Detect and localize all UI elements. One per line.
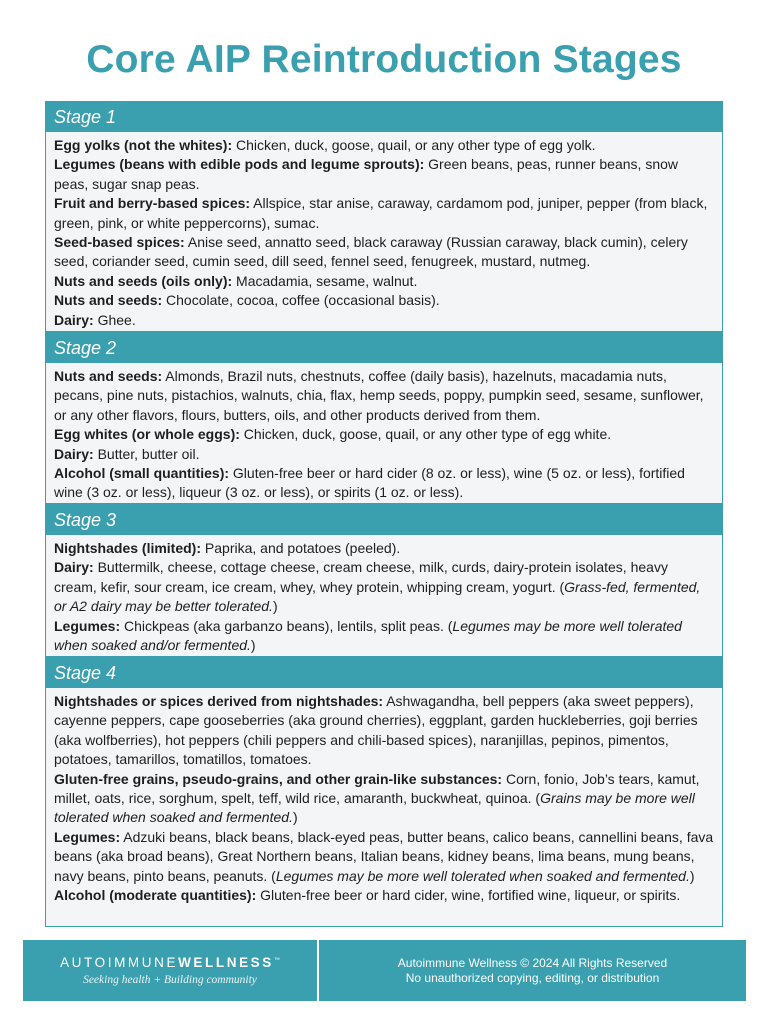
entry-note: Grass-fed, fermented, or A2 dairy may be better tolerated. [54,578,701,615]
stage-2-section [45,332,723,504]
entry-text: Chickpeas (aka garbanzo beans), lentils, split peas. ( [120,617,453,634]
stage-body [46,363,722,503]
trademark-mark: ™ [273,957,280,964]
entry-text: Butter, butter oil. [93,445,200,462]
entry-text: Almonds, Brazil nuts, chestnuts, coffee (daily basis), hazelnuts, macadamia nuts, pecans, pine nuts, pistachios, walnuts, chia, flax, hemp seeds, poppy, pumpkin seed, sesame, sunflower, or any other flavors, flours, butters, oils, and other products derived from them. [54,368,704,423]
entry-note: Grains may be more well tolerated when soaked and fermented. [54,790,695,826]
entry-heading: Legumes: [54,617,121,634]
entry-text: Chocolate, cocoa, coffee (occasional basis). [162,292,440,309]
entry-heading: Legumes (beans with edible pods and legume sprouts): [54,156,425,173]
food-entry [54,367,714,425]
entry-text: Buttermilk, cheese, cottage cheese, cream cheese, milk, curds, dairy-protein isolates, heavy cream, kefir, sour cream, ice cream, whey, whey protein, whipping cream, yogurt. ( [54,559,668,595]
food-entry [54,464,714,503]
entry-text: Macadamia, sesame, walnut. [232,272,418,289]
food-entry [54,136,714,155]
entry-text: Chicken, duck, goose, quail, or any other type of egg white. [239,426,612,443]
brand-logo [60,955,280,970]
food-entry [54,194,714,233]
food-entry [54,233,714,272]
entry-note-close: ) [292,809,298,826]
entry-text: Green beans, peas, runner beans, snow peas, sugar snap peas. [54,156,678,192]
entry-heading: Nuts and seeds: [54,292,163,309]
entry-heading: Seed-based spices: [54,234,185,251]
entry-text: Anise seed, annatto seed, black caraway (Russian caraway, black cumin), celery seed, coriander seed, cumin seed, dill seed, fennel seed, fenugreek, mustard, nutmeg. [54,234,688,270]
entry-heading: Gluten-free grains, pseudo-grains, and other grain-like substances: [54,770,503,787]
stage-4-section [45,657,723,927]
entry-text: Allspice, star anise, caraway, cardamom pod, juniper, pepper (from black, green, pink, or white peppercorns), sumac. [54,195,708,231]
food-entry [54,886,714,905]
food-entry [54,539,714,558]
copy-notice: No unauthorized copying, editing, or distribution [405,970,660,985]
copyright-text: Autoimmune Wellness © 2024 All Rights Reserved [397,955,668,970]
entry-note: Legumes may be more well tolerated when soaked and/or fermented. [54,617,682,654]
food-entry [54,770,714,828]
stage-body [46,535,722,655]
food-entry [54,617,714,656]
entry-note-close: ) [250,637,256,654]
stage-header: Stage 4 [46,658,722,688]
stage-body [46,132,722,330]
stage-header: Stage 3 [46,505,722,535]
entry-heading: Egg yolks (not the whites): [54,137,233,153]
entry-text: Corn, fonio, Job’s tears, kamut, millet, oats, rice, sorghum, spelt, teff, wild rice, amaranth, buckwheat, quinoa. ( [54,770,700,807]
entry-text: Paprika, and potatoes (peeled). [201,540,401,556]
entry-heading: Dairy: [54,311,94,328]
entry-heading: Alcohol (moderate quantities): [54,887,257,904]
entry-heading: Dairy: [54,559,94,576]
food-entry [54,445,714,464]
food-entry [54,155,714,194]
entry-note-close: ) [272,598,278,615]
stage-header: Stage 2 [46,333,722,363]
food-entry [54,311,714,330]
entry-heading: Egg whites (or whole eggs): [54,426,240,443]
entry-text: Chicken, duck, goose, quail, or any other type of egg yolk. [232,137,596,153]
brand-tagline: Seeking health + Building community [83,974,257,986]
entry-heading: Alcohol (small quantities): [54,465,230,482]
entry-text: Adzuki beans, black beans, black-eyed peas, butter beans, calico beans, cannellini beans, fava beans (aka broad beans), Great Northern beans, Italian beans, kidney beans, lima beans, mung beans, navy beans, pinto beans, peanuts. ( [54,828,714,884]
footer-brand [23,940,319,1001]
entry-text: Gluten-free beer or hard cider (8 oz. or less), wine (5 oz. or less), fortified wine (3 oz. or less), liqueur (3 oz. or less), or spirits (1 oz. or less). [54,465,685,501]
stage-1-section [45,101,723,332]
food-entry [54,692,714,770]
entry-heading: Nightshades (limited): [54,540,202,556]
brand-light: AUTOIMMUNE [60,955,179,970]
entry-text: Gluten-free beer or hard cider, wine, fortified wine, liqueur, or spirits. [256,887,681,904]
food-entry [54,558,714,616]
page-title: Core AIP Reintroduction Stages [86,38,682,81]
stage-header: Stage 1 [46,102,722,132]
food-entry [54,291,714,310]
food-entry [54,272,714,291]
entry-note: Legumes may be more well tolerated when soaked and fermented. [275,867,690,884]
entry-heading: Legumes: [54,828,121,845]
entry-text: Ashwagandha, bell peppers (aka sweet peppers), cayenne peppers, cape gooseberries (aka ground cherries), eggplant, garden huckleberries, goji berries (aka wolfberries), hot peppers (chili peppers and chili-based spices), naranjillas, pepinos, pimentos, potatoes, tamarillos, tomatillos, tomatoes. [54,693,698,768]
entry-heading: Dairy: [54,445,94,462]
entry-heading: Nuts and seeds: [54,368,163,384]
entry-heading: Nightshades or spices derived from nightshades: [54,693,384,709]
footer-legal [319,940,746,1001]
stage-body [46,688,722,905]
entry-heading: Fruit and berry-based spices: [54,195,251,212]
food-entry [54,828,714,886]
footer [23,940,746,1001]
brand-bold: WELLNESS [178,955,274,970]
stage-3-section [45,504,723,657]
entry-text: Ghee. [93,311,136,328]
entry-heading: Nuts and seeds (oils only): [54,272,233,289]
entry-note-close: ) [689,867,695,884]
food-entry [54,425,714,444]
